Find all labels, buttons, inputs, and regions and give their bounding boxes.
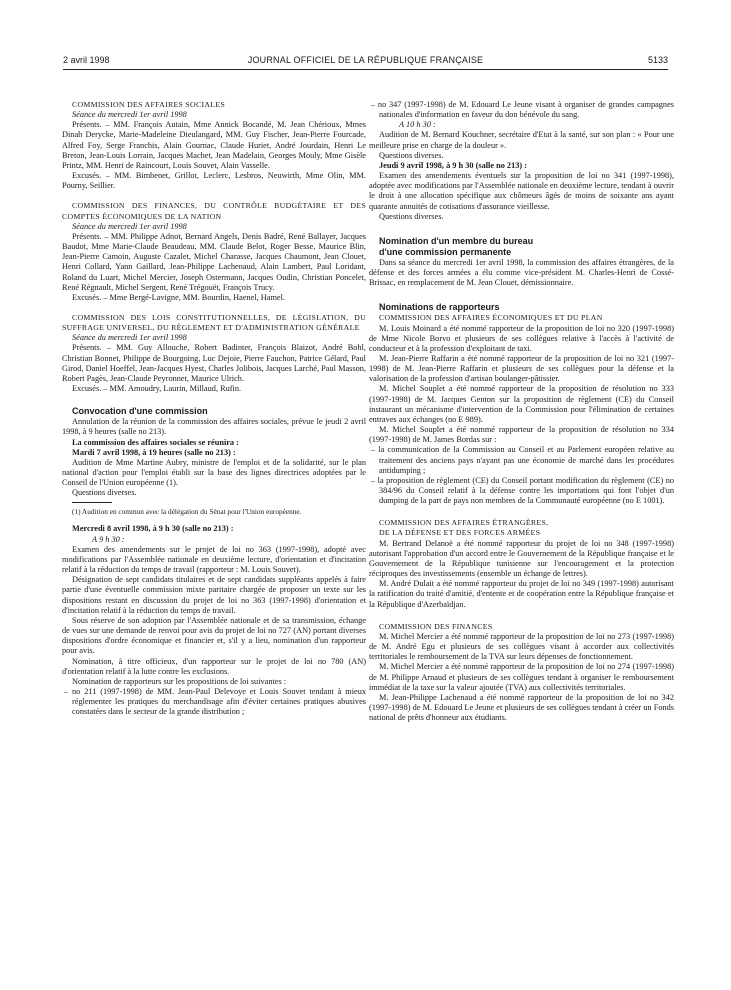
jeudi-line: Jeudi 9 avril 1998, à 9 h 30 (salle no 213) : bbox=[379, 160, 527, 170]
rapporteur-paragraph: M. Jean-Pierre Raffarin a été nommé rapporteur de la proposition de loi no 321 (1997-1998) de M. Jean-Pierre Raffarin et plusieurs de ses collègues pour la défense et la valorisation de la profession d'artisan boulanger-pâtissier. bbox=[369, 353, 674, 384]
rapporteur-paragraph: M. André Dulait a été nommé rapporteur du projet de loi no 349 (1997-1998) autorisant la ratification du traité d'amitié, d'entente et de coopération entre la République française et la République d'Azerbaïdjan. bbox=[369, 579, 674, 609]
rapporteur-paragraph: M. Michel Souplet a été nommé rapporteur de la proposition de résolution no 333 (1997-1998) de M. Jacques Genton sur la proposition de règlement (CE) du Conseil instaurant un mécanisme d'intervention de la Commission pour l'élimination de certaines entraves aux échanges (no E 989). bbox=[369, 384, 674, 424]
excuses-paragraph: Excusés. – MM. Amoudry, Laurin, Millaud, Rufin. bbox=[72, 384, 242, 394]
mardi-line: Mardi 7 avril 1998, à 19 heures (salle no 213) : bbox=[72, 447, 236, 457]
excuses-paragraph: Excusés. – MM. Bimbenet, Grillot, Leclerc, Lesbros, Neuwirth, Mme Olin, MM. Pourny, Seillier. bbox=[62, 171, 366, 191]
section-title: COMMISSION DES LOIS CONSTITUTIONNELLES, DE LÉGISLATION, DU SUFFRAGE UNIVERSEL, DU RÈGLEMENT ET D'ADMINISTRATION GÉNÉRALE bbox=[62, 312, 366, 333]
rapporteur-dash-item: – la proposition de règlement (CE) du Conseil portant modification du règlement (CE) no 384/96 du Conseil relatif à la défense contre les importations qui font l'objet d'un dumping de la part de pays non membres de la Communauté européenne (no E 1001). bbox=[371, 475, 674, 506]
seance-line: Séance du mercredi 1er avril 1998 bbox=[72, 221, 187, 231]
section-title: COMMISSION DES FINANCES bbox=[379, 621, 493, 631]
agenda-paragraph: Sous réserve de son adoption par l'Assemblée nationale et de sa transmission, échange de vues sur une demande de renvoi pour avis du projet de loi no 727 (AN) portant diverses dispositions d'ordre économique et financier et, s'il y a lieu, nomination d'un rapporteur pour avis. bbox=[62, 615, 366, 656]
agenda-paragraph: Audition de M. Bernard Kouchner, secrétaire d'Etat à la santé, sur son plan : « Pour une meilleure prise en charge de la douleur ». bbox=[369, 130, 674, 150]
convocation-heading: Convocation d'une commission bbox=[72, 406, 208, 417]
presents-paragraph: Présents. – MM. Philippe Adnot, Bernard Angels, Denis Badré, René Ballayer, Jacques Baudot, Mme Marie-Claude Beaudeau, MM. Claude Belot, Roger Besse, Maurice Blin, Jean-Pierre Camoin, Auguste Cazalet, Michel Charasse, Jacques Chaumont, Jean Clouet, Henri Collard, Yann Gaillard, Jean-Philippe Lachenaud, Alain Lambert, Paul Loridant, Roland du Luart, Michel Mercier, Joseph Ostermann, Jacques Oudin, Christian Poncelet, René Régnault, Michel Sergent, René Trégouët, François Trucy. bbox=[62, 231, 366, 292]
excuses-paragraph: Excusés. – Mme Bergé-Lavigne, MM. Bourdin, Haenel, Hamel. bbox=[72, 292, 285, 302]
header-rule bbox=[63, 69, 668, 70]
questions-line: Questions diverses. bbox=[379, 211, 444, 221]
seance-line: Séance du mercredi 1er avril 1998 bbox=[72, 333, 187, 343]
bureau-heading-line1: Nomination d'un membre du bureau bbox=[379, 235, 534, 246]
footnote-rule bbox=[72, 502, 112, 503]
section-title-line1: COMMISSION DES AFFAIRES ÉTRANGÈRES, bbox=[379, 518, 549, 528]
header-date: 2 avril 1998 bbox=[63, 55, 110, 65]
page-header bbox=[63, 55, 668, 67]
header-journal-title: JOURNAL OFFICIEL DE LA RÉPUBLIQUE FRANÇAISE bbox=[247, 55, 484, 65]
agenda-paragraph: Nomination de rapporteurs sur les propositions de loi suivantes : bbox=[72, 676, 287, 686]
rapporteur-paragraph: M. Jean-Philippe Lachenaud a été nommé rapporteur de la proposition de loi no 342 (1997-1998) de M. Edouard Le Jeune et plusieurs de ses collègues tendant à créer un Fonds national de prêts d'honneur aux étudiants. bbox=[369, 692, 674, 723]
annulation-paragraph: Annulation de la réunion de la commission des affaires sociales, prévue le jeudi 2 avril 1998, à 9 heures (salle no 213). bbox=[62, 417, 366, 437]
presents-paragraph: Présents. – MM. Guy Allouche, Robert Badinter, François Blaizot, André Bohl, Christian Bonnet, Philippe de Bourgoing, Luc Dejoie, Pierre Fauchon, Patrice Gélard, Paul Girod, Daniel Hoeffel, Jean-Jacques Hyest, Charles Jolibois, Jacques Larché, Paul Masson, Robert Pagès, Jean-Claude Peyronnet, Maurice Ulrich. bbox=[62, 343, 366, 383]
time-subheading: A 10 h 30 : bbox=[399, 120, 436, 130]
agenda-paragraph: Examen des amendements sur le projet de loi no 363 (1997-1998), adopté avec modifications par l'Assemblée nationale en deuxième lecture, d'orientation et d'incitation relatif à la réduction du temps de travail (rapporteur : M. Louis Souvet). bbox=[62, 544, 366, 575]
reunira-line: La commission des affaires sociales se réunira : bbox=[72, 437, 239, 447]
bureau-heading-line2: d'une commission permanente bbox=[379, 246, 512, 257]
time-subheading: A 9 h 30 : bbox=[92, 534, 125, 544]
mercredi-line: Mercredi 8 avril 1998, à 9 h 30 (salle no 213) : bbox=[72, 524, 234, 534]
left-column bbox=[62, 100, 366, 717]
rapporteur-paragraph: M. Bertrand Delanoë a été nommé rapporteur du projet de loi no 348 (1997-1998) autorisant l'approbation d'un accord entre le Gouvernement de la République française et le Gouvernement de la République tunisienne sur l'encouragement et la protection réciproques des investissements (ensemble un échange de lettres). bbox=[369, 538, 674, 579]
audition-paragraph: Audition de Mme Martine Aubry, ministre de l'emploi et de la solidarité, sur le plan national d'action pour l'emploi établi sur la base des lignes directrices adoptées par le Conseil de l'Union européenne (1). bbox=[62, 457, 366, 488]
rapporteur-paragraph: M. Louis Moinard a été nommé rapporteur de la proposition de loi no 320 (1997-1998) de Mme Nicole Borvo et plusieurs de ses collègues relative à l'accès à l'activité de conducteur et à la profession d'exploitant de taxi. bbox=[369, 323, 674, 353]
header-page-number: 5133 bbox=[647, 55, 668, 65]
agenda-dash-item: – no 211 (1997-1998) de MM. Jean-Paul Delevoye et Louis Souvet tendant à mieux réglementer les pratiques du merchandisage afin d'éviter certaines pratiques abusives constatées dans le secteur de la grande distribution ; bbox=[64, 686, 366, 717]
rapporteurs-heading: Nominations de rapporteurs bbox=[379, 302, 500, 313]
presents-paragraph: Présents. – MM. François Autain, Mme Annick Bocandé, M. Jean Chérioux, Mmes Dinah Derycke, Marie-Madeleine Dieulangard, MM. Guy Fischer, Jean-Pierre Fourcade, Alfred Foy, Serge Franchis, Alain Gournac, Claude Huriet, André Jourdain, Henri Le Breton, Jean-Louis Lorrain, Jacques Machet, Jean Madelain, Georges Mouly, Mme Gisèle Printz, MM. Henri de Raincourt, Louis Souvet, Alain Vasselle. bbox=[62, 120, 366, 170]
questions-line: Questions diverses. bbox=[379, 150, 444, 160]
agenda-paragraph: Examen des amendements éventuels sur la proposition de loi no 341 (1997-1998), adoptée avec modifications par l'Assemblée nationale en deuxième lecture, tendant à ouvrir le droit à une allocation spécifique aux chômeurs âgés de moins de soixante ans ayant quarante annuités de cotisations d'assurance vieillesse. bbox=[369, 171, 674, 211]
questions-line: Questions diverses. bbox=[72, 488, 137, 498]
seance-line: Séance du mercredi 1er avril 1998 bbox=[72, 110, 187, 120]
rapporteur-paragraph: M. Michel Mercier a été nommé rapporteur de la proposition de loi no 274 (1997-1998) de M. Philippe Arnaud et plusieurs de ses collègues tendant à organiser le remboursement immédiat de la taxe sur la valeur ajoutée (TVA) aux collectivités territoriales. bbox=[369, 662, 674, 692]
agenda-paragraph: Désignation de sept candidats titulaires et de sept candidats suppléants appelés à faire partie d'une éventuelle commission mixte paritaire chargée de proposer un texte sur les dispositions restant en discussion du projet de loi no 363 (1997-1998) d'orientation et d'incitation relatif à la réduction du temps de travail. bbox=[62, 575, 366, 615]
rapporteur-paragraph: M. Michel Mercier a été nommé rapporteur de la proposition de loi no 273 (1997-1998) de M. André Egu et plusieurs de ses collègues visant à accorder aux collectivités territoriales le remboursement de la TVA sur leurs dépenses de fonctionnement. bbox=[369, 631, 674, 662]
section-title: COMMISSION DES FINANCES, DU CONTRÔLE BUDGÉTAIRE ET DES COMPTES ÉCONOMIQUES DE LA NATION bbox=[62, 201, 366, 221]
footnote: (1) Audition en commun avec la délégation du Sénat pour l'Union européenne. bbox=[72, 507, 302, 517]
agenda-dash-item: – no 347 (1997-1998) de M. Edouard Le Jeune visant à organiser de grandes campagnes nationales d'information en faveur du don bénévole du sang. bbox=[371, 100, 674, 120]
section-title: COMMISSION DES AFFAIRES SOCIALES bbox=[72, 100, 226, 109]
rapporteur-paragraph: M. Michel Souplet a été nommé rapporteur de la proposition de résolution no 334 (1997-1998) de M. James Bordas sur : bbox=[369, 425, 674, 445]
rapporteur-dash-item: – la communication de la Commission au Conseil et au Parlement européen relative au traitement des anciens pays n'ayant pas une économie de marché dans les procédures antidumping ; bbox=[371, 445, 674, 475]
section-title-line2: DE LA DÉFENSE ET DES FORCES ARMÉES bbox=[379, 528, 541, 538]
section-title: COMMISSION DES AFFAIRES ÉCONOMIQUES ET DU PLAN bbox=[379, 313, 603, 323]
agenda-paragraph: Nomination, à titre officieux, d'un rapporteur sur le projet de loi no 780 (AN) d'orientation relatif à la lutte contre les exclusions. bbox=[62, 656, 366, 676]
bureau-paragraph: Dans sa séance du mercredi 1er avril 1998, la commission des affaires étrangères, de la défense et des forces armées a élu comme vice-président M. Charles-Henri de Cossé-Brissac, en remplacement de M. Jean Clouet, démissionnaire. bbox=[369, 257, 674, 288]
right-column bbox=[369, 100, 674, 723]
